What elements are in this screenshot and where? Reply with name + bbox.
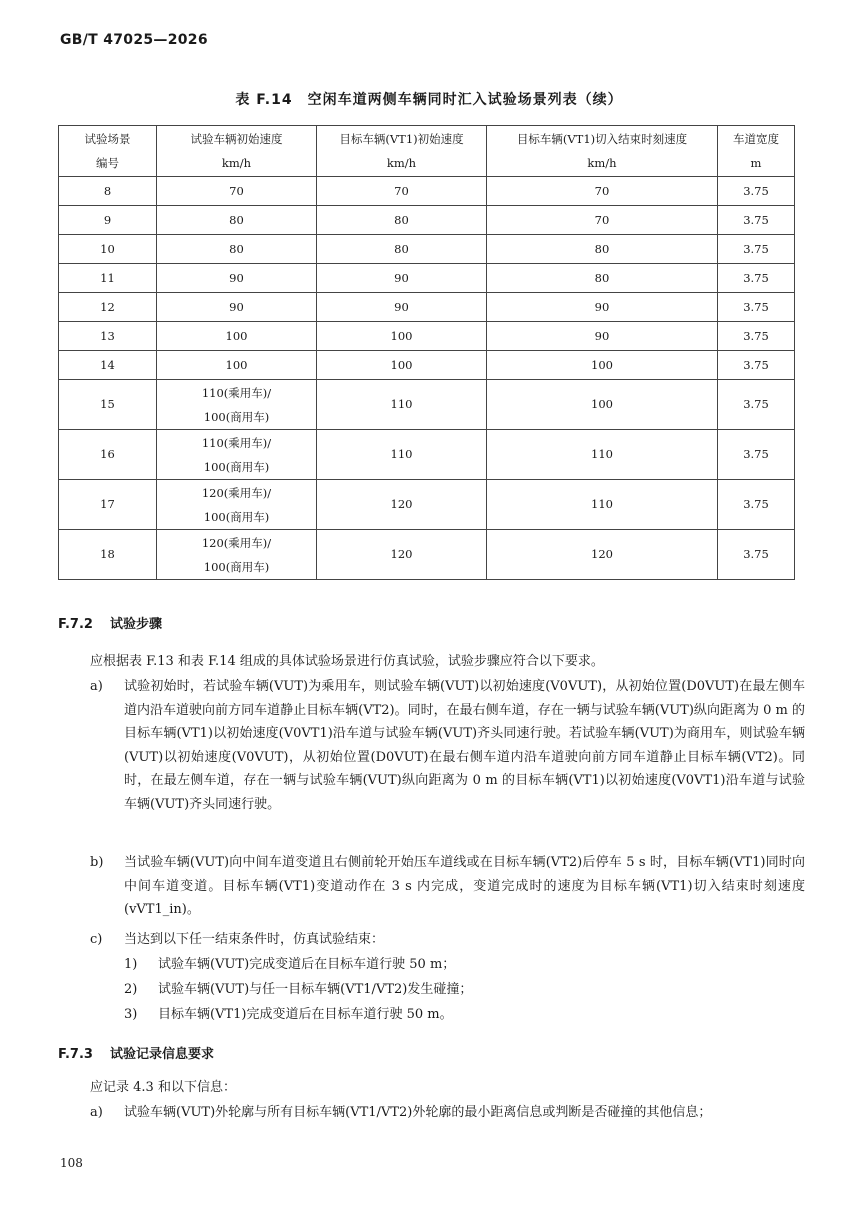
cell-vt1-end: 70	[487, 177, 718, 206]
cell-vt1: 80	[317, 235, 487, 264]
cell-vt1-end: 90	[487, 322, 718, 351]
cell-vut: 120(乘用车)/ 100(商用车)	[157, 480, 317, 530]
header-lane-width: 车道宽度 m	[718, 126, 795, 177]
cell-vt1: 100	[317, 351, 487, 380]
cell-vt1: 120	[317, 530, 487, 580]
cell-vut: 110(乘用车)/ 100(商用车)	[157, 380, 317, 430]
sub-list-item	[124, 1003, 804, 1027]
cell-vt1-end: 70	[487, 206, 718, 235]
cell-id: 12	[59, 293, 157, 322]
table-row	[59, 264, 795, 293]
cell-vt1-end: 80	[487, 264, 718, 293]
cell-vt1: 90	[317, 264, 487, 293]
cell-width: 3.75	[718, 177, 795, 206]
cell-width: 3.75	[718, 235, 795, 264]
standard-code: GB/T 47025—2026	[60, 32, 208, 48]
cell-vt1: 100	[317, 322, 487, 351]
header-scenario-id: 试验场景 编号	[59, 126, 157, 177]
list-text: 试验初始时，若试验车辆(VUT)为乘用车，则试验车辆(VUT)以初始速度(V0VUT)，从初始位置(D0VUT)在最左侧车道内沿车道驶向前方同车道静止目标车辆(VT2)。同时，在最右侧车道，存在一辆与试验车辆(VUT)纵向距离为 0 m 的目标车辆(VT1)以初始速度(V0VT1)沿车道与试验车辆(VUT)齐头同速行驶。若试验车辆(VUT)为商用车，则试验车辆(VUT)以初始速度(V0VUT)，从初始位置(D0VUT)在最右侧车道内沿车道驶向前方同车道静止目标车辆(VT2)。同时，在最左侧车道，存在一辆与试验车辆(VUT)纵向距离为 0 m 的目标车辆(VT1)以初始速度(V0VT1)沿车道与试验车辆(VUT)齐头同速行驶。	[124, 679, 805, 812]
list-item	[90, 1101, 805, 1125]
cell-vt1-end: 110	[487, 480, 718, 530]
section-intro: 应记录 4.3 和以下信息：	[90, 1080, 236, 1095]
cell-vt1: 110	[317, 430, 487, 480]
cell-vut: 100	[157, 351, 317, 380]
section-title: 试验步骤	[110, 617, 163, 632]
list-item	[90, 928, 805, 952]
cell-vt1: 110	[317, 380, 487, 430]
cell-vut: 80	[157, 235, 317, 264]
header-vut-speed: 试验车辆初始速度 km/h	[157, 126, 317, 177]
header-vt1-end-speed: 目标车辆(VT1)切入结束时刻速度 km/h	[487, 126, 718, 177]
sub-list-text: 试验车辆(VUT)与任一目标车辆(VT1/VT2)发生碰撞；	[158, 982, 473, 997]
table-header-row	[59, 126, 795, 177]
section-intro: 应根据表 F.13 和表 F.14 组成的具体试验场景进行仿真试验，试验步骤应符合以下要求。	[90, 654, 604, 669]
sub-list-item	[124, 978, 804, 1002]
cell-width: 3.75	[718, 293, 795, 322]
table-row	[59, 293, 795, 322]
cell-vt1-end: 90	[487, 293, 718, 322]
page-number: 108	[60, 1156, 83, 1170]
cell-vut: 80	[157, 206, 317, 235]
cell-width: 3.75	[718, 480, 795, 530]
cell-id: 15	[59, 380, 157, 430]
cell-id: 8	[59, 177, 157, 206]
cell-vt1-end: 100	[487, 380, 718, 430]
cell-width: 3.75	[718, 430, 795, 480]
list-label: b)	[90, 855, 104, 870]
cell-width: 3.75	[718, 380, 795, 430]
cell-id: 13	[59, 322, 157, 351]
table-row	[59, 351, 795, 380]
table-row	[59, 322, 795, 351]
cell-id: 14	[59, 351, 157, 380]
list-item	[90, 851, 805, 922]
cell-width: 3.75	[718, 530, 795, 580]
cell-vt1-end: 80	[487, 235, 718, 264]
section-heading-f72	[58, 613, 162, 632]
cell-vut: 120(乘用车)/ 100(商用车)	[157, 530, 317, 580]
table-row	[59, 235, 795, 264]
cell-vut: 100	[157, 322, 317, 351]
cell-id: 18	[59, 530, 157, 580]
cell-id: 11	[59, 264, 157, 293]
scenario-table	[58, 125, 795, 580]
cell-id: 17	[59, 480, 157, 530]
table-row	[59, 206, 795, 235]
section-title: 试验记录信息要求	[110, 1047, 215, 1062]
cell-id: 16	[59, 430, 157, 480]
header-vt1-speed: 目标车辆(VT1)初始速度 km/h	[317, 126, 487, 177]
cell-width: 3.75	[718, 264, 795, 293]
cell-id: 9	[59, 206, 157, 235]
section-number: F.7.2	[58, 617, 93, 632]
sub-list-label: 1)	[124, 957, 138, 972]
list-label: a)	[90, 1105, 103, 1120]
cell-vt1-end: 110	[487, 430, 718, 480]
cell-width: 3.75	[718, 322, 795, 351]
cell-vt1-end: 120	[487, 530, 718, 580]
cell-vut: 70	[157, 177, 317, 206]
table-row	[59, 480, 795, 530]
table-row	[59, 430, 795, 480]
cell-vt1: 70	[317, 177, 487, 206]
sub-list-label: 2)	[124, 982, 138, 997]
cell-width: 3.75	[718, 351, 795, 380]
cell-vut: 90	[157, 264, 317, 293]
list-label: c)	[90, 932, 103, 947]
cell-vt1: 90	[317, 293, 487, 322]
list-text: 试验车辆(VUT)外轮廓与所有目标车辆(VT1/VT2)外轮廓的最小距离信息或判断是否碰撞的其他信息；	[124, 1105, 712, 1120]
table-row	[59, 530, 795, 580]
table-row	[59, 380, 795, 430]
section-number: F.7.3	[58, 1047, 93, 1062]
list-text: 当试验车辆(VUT)向中间车道变道且右侧前轮开始压车道线或在目标车辆(VT2)后停车 5 s 时，目标车辆(VT1)同时向中间车道变道。目标车辆(VT1)变道动作在 3 s 内完成，变道完成时的速度为目标车辆(VT1)切入结束时刻速度(vVT1_in)。	[124, 855, 805, 917]
sub-list-text: 目标车辆(VT1)完成变道后在目标车道行驶 50 m。	[158, 1007, 453, 1022]
section-heading-f73	[58, 1043, 214, 1062]
cell-vt1: 120	[317, 480, 487, 530]
list-label: a)	[90, 679, 103, 694]
sub-list-text: 试验车辆(VUT)完成变道后在目标车道行驶 50 m；	[158, 957, 456, 972]
cell-id: 10	[59, 235, 157, 264]
sub-list-item	[124, 953, 804, 977]
list-item	[90, 675, 805, 816]
cell-width: 3.75	[718, 206, 795, 235]
table-row	[59, 177, 795, 206]
cell-vt1-end: 100	[487, 351, 718, 380]
sub-list-label: 3)	[124, 1007, 138, 1022]
table-caption: 表 F.14 空闲车道两侧车辆同时汇入试验场景列表（续）	[235, 92, 623, 108]
cell-vt1: 80	[317, 206, 487, 235]
cell-vut: 110(乘用车)/ 100(商用车)	[157, 430, 317, 480]
list-text: 当达到以下任一结束条件时，仿真试验结束：	[124, 932, 385, 947]
cell-vut: 90	[157, 293, 317, 322]
